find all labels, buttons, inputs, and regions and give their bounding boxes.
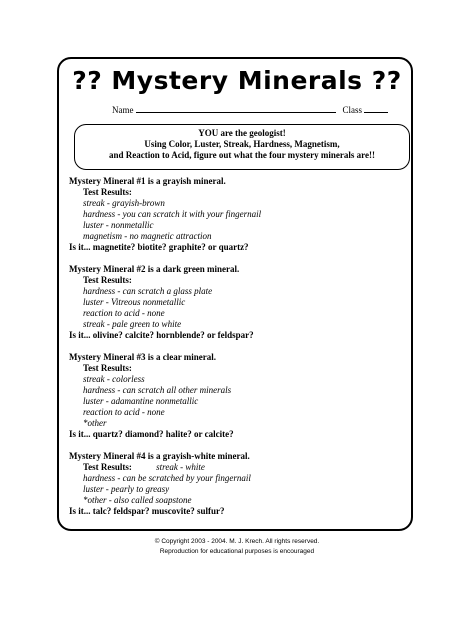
- name-class-line: [112, 104, 388, 115]
- name-field[interactable]: [136, 104, 336, 113]
- mineral-3-section: [69, 352, 234, 440]
- intro-line-1: YOU are the geologist!: [198, 128, 286, 138]
- copyright-footer: [0, 537, 474, 557]
- test-result: magnetism - no magnetic attraction: [83, 231, 212, 241]
- mineral-1-section: [69, 176, 261, 253]
- class-label: Class: [342, 105, 363, 115]
- test-result: hardness - can scratch all other minerals: [83, 385, 232, 395]
- mineral-question: Is it... olivine? calcite? hornblende? or feldspar?: [69, 330, 254, 340]
- mineral-question: Is it... talc? feldspar? muscovite? sulfur?: [69, 506, 225, 516]
- test-result: luster - adamantine nonmetallic: [83, 396, 199, 406]
- test-results-label: Test Results:: [83, 275, 132, 285]
- page-title: ?? Mystery Minerals ??: [72, 66, 402, 95]
- mineral-4-section: [69, 451, 251, 517]
- test-results-line: [69, 462, 251, 473]
- reproduction-note: Reproduction for educational purposes is encouraged: [159, 548, 315, 555]
- test-result: reaction to acid - none: [83, 308, 165, 318]
- mineral-heading: Mystery Mineral #1 is a grayish mineral.: [69, 176, 226, 186]
- test-result: luster - nonmetallic: [83, 220, 154, 230]
- test-result: streak - grayish-brown: [83, 198, 165, 208]
- name-label: Name: [112, 105, 134, 115]
- mineral-question: Is it... magnetite? biotite? graphite? or quartz?: [69, 242, 249, 252]
- intro-box: [74, 124, 410, 170]
- mineral-heading: Mystery Mineral #4 is a grayish-white mineral.: [69, 451, 250, 461]
- copyright-line: © Copyright 2003 - 2004. M. J. Krech. All rights reserved.: [154, 538, 320, 545]
- test-result: luster - pearly to greasy: [83, 484, 170, 494]
- class-field[interactable]: [364, 104, 388, 113]
- test-result: streak - colorless: [83, 374, 145, 384]
- test-result: streak - white: [156, 462, 205, 472]
- test-result: reaction to acid - none: [83, 407, 165, 417]
- test-results-label: Test Results:: [83, 462, 132, 472]
- mineral-question: Is it... quartz? diamond? halite? or calcite?: [69, 429, 234, 439]
- intro-line-3: and Reaction to Acid, figure out what the four mystery minerals are!!: [109, 150, 375, 160]
- mineral-2-section: [69, 264, 254, 341]
- test-results-label: Test Results:: [83, 363, 132, 373]
- test-result: *other: [83, 418, 107, 428]
- mineral-heading: Mystery Mineral #2 is a dark green mineral.: [69, 264, 240, 274]
- test-results-label: Test Results:: [83, 187, 132, 197]
- test-result: *other - also called soapstone: [83, 495, 192, 505]
- intro-line-2: Using Color, Luster, Streak, Hardness, Magnetism,: [144, 139, 340, 149]
- test-result: hardness - can scratch a glass plate: [83, 286, 213, 296]
- test-result: hardness - can be scratched by your fingernail: [83, 473, 251, 483]
- mineral-heading: Mystery Mineral #3 is a clear mineral.: [69, 352, 217, 362]
- test-result: hardness - you can scratch it with your fingernail: [83, 209, 262, 219]
- test-result: streak - pale green to white: [83, 319, 182, 329]
- test-result: luster - Vitreous nonmetallic: [83, 297, 186, 307]
